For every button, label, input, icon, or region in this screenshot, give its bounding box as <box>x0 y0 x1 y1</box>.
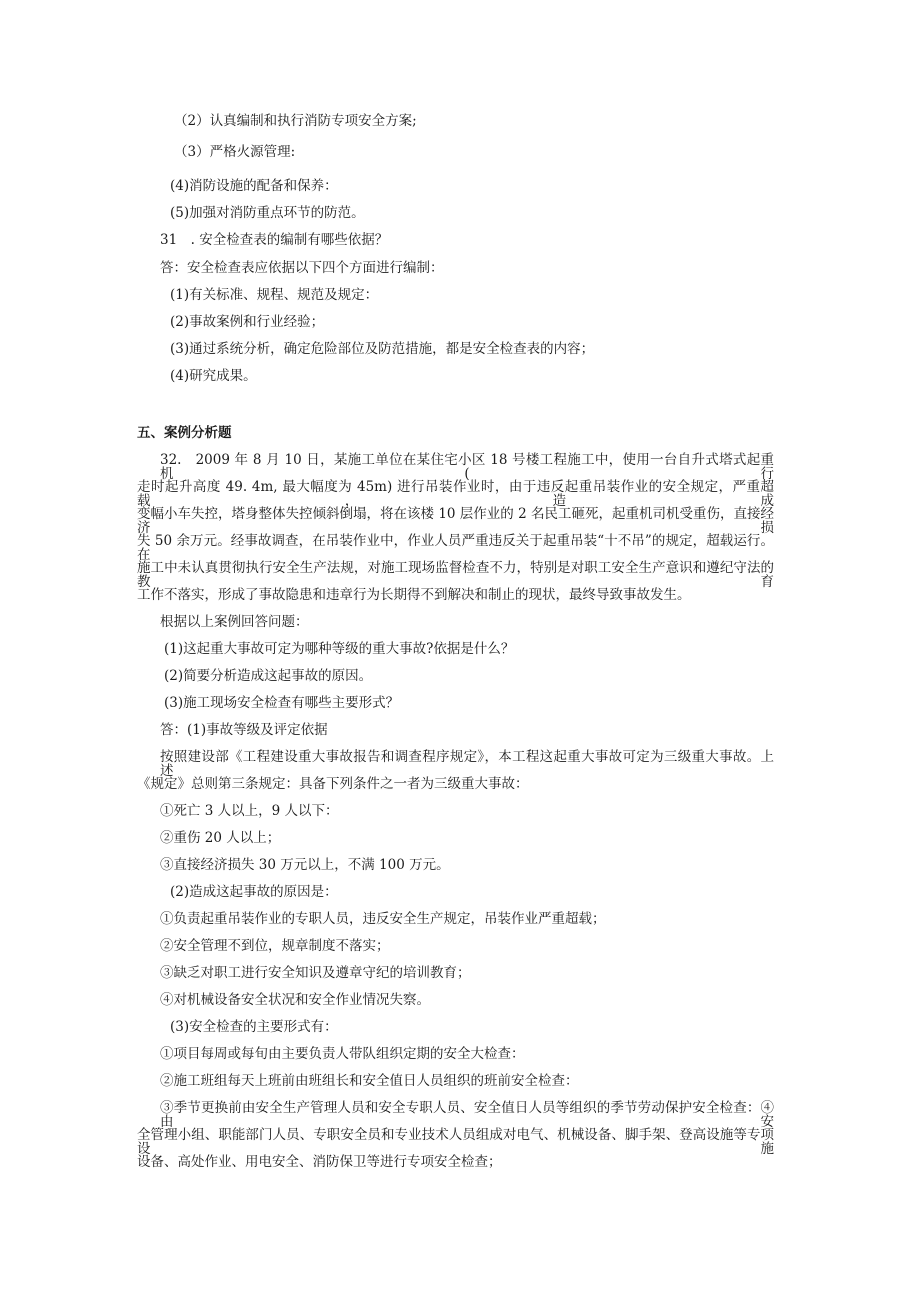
question-31-item: (1)有关标准、规程、规范及规定： <box>170 287 379 303</box>
case-paragraph-line: 32. 2009 年 8 月 10 日，某施工单位在某住宅小区 18 号楼工程施工中，使用一台自升式塔式起重机(行 <box>160 452 774 482</box>
answer-1-item: ③直接经济损失 30 万元以上，不满 100 万元。 <box>160 857 450 873</box>
fire-measure-item-3: （3）严格火源管理: <box>174 144 296 160</box>
answer-2-item: ①负责起重吊装作业的专职人员，违反安全生产规定，吊装作业严重超载； <box>160 911 606 927</box>
fire-measure-item-4: (4)消防设施的配备和保养： <box>170 178 338 194</box>
case-paragraph-line: 施工中未认真贯彻执行安全生产法规，对施工现场监督检查不力，特别是对职工安全生产意识和遵纪守法的教育 <box>137 560 774 590</box>
case-paragraph-line: 失 50 余万元。经事故调查，在吊装作业中，作业人员严重违反关于起重吊装“十不吊”的规定，超载运行。在 <box>137 533 774 563</box>
question-31-item: (3)通过系统分析，确定危险部位及防范措施，都是安全检查表的内容； <box>170 341 595 357</box>
answer-2-item: ④对机械设备安全状况和安全作业情况失察。 <box>160 992 430 1008</box>
answer-2-title: (2)造成这起事故的原因是： <box>170 884 338 900</box>
answer-3-line: 设备、高处作业、用电安全、消防保卫等进行专项安全检查； <box>137 1154 502 1170</box>
question-31-answer-intro: 答：安全检查表应依据以下四个方面进行编制： <box>160 260 444 276</box>
answer-3-line: 全管理小组、职能部门人员、专职安全员和专业技术人员组成对电气、机械设备、脚手架、登高设施等专项设施 <box>137 1127 774 1157</box>
answer-1-item: ②重伤 20 人以上； <box>160 830 281 846</box>
answer-1-item: ①死亡 3 人以上，9 人以下： <box>160 803 339 819</box>
case-question: (1)这起重大事故可定为哪种等级的重大事故?依据是什么？ <box>164 641 515 657</box>
answer-3-title: (3)安全检查的主要形式有： <box>170 1019 338 1035</box>
case-prompt: 根据以上案例回答问题： <box>160 614 309 630</box>
answer-3-item: ②施工班组每天上班前由班组长和安全值日人员组织的班前安全检查： <box>160 1073 579 1089</box>
fire-measure-item-2: （2）认真编制和执行消防专项安全方案; <box>174 113 417 129</box>
answer-1-line: 《规定》总则第三条规定：具备下列条件之一者为三级重大事故： <box>137 776 529 792</box>
section-heading: 五、案例分析题 <box>137 425 232 441</box>
answer-1-title: 答：(1)事故等级及评定依据 <box>160 722 328 738</box>
answer-3-line: ③季节更换前由安全生产管理人员和安全专职人员、安全值日人员等组织的季节劳动保护安全检查：④由安 <box>160 1100 774 1130</box>
answer-3-item: ①项目每周或每旬由主要负责人带队组织定期的安全大检查： <box>160 1046 525 1062</box>
question-31-item: (4)研究成果。 <box>170 368 257 384</box>
case-question: (3)施工现场安全检查有哪些主要形式？ <box>164 695 400 711</box>
answer-2-item: ②安全管理不到位，规章制度不落实； <box>160 938 390 954</box>
answer-1-line: 按照建设部《工程建设重大事故报告和调查程序规定》，本工程这起重大事故可定为三级重大事故。上述 <box>160 749 774 779</box>
answer-2-item: ③缺乏对职工进行安全知识及遵章守纪的培训教育； <box>160 965 471 981</box>
case-question: (2)简要分析造成这起事故的原因。 <box>164 668 373 684</box>
case-paragraph-line: 工作不落实，形成了事故隐患和违章行为长期得不到解决和制止的现状，最终导致事故发生。 <box>137 587 691 603</box>
question-31: 31 . 安全检查表的编制有哪些依据？ <box>160 232 389 248</box>
fire-measure-item-5: (5)加强对消防重点环节的防范。 <box>170 205 365 221</box>
question-31-item: (2)事故案例和行业经验； <box>170 314 325 330</box>
case-paragraph-line: 变幅小车失控，塔身整体失控倾斜倒塌，将在该楼 10 层作业的 2 名民工砸死，起重机司机受重伤，直接经济损 <box>137 506 774 536</box>
case-paragraph-line: 走时起升高度 49. 4m, 最大幅度为 45m) 进行吊装作业时，由于违反起重吊装作业的安全规定，严重超载，造成 <box>137 479 774 509</box>
